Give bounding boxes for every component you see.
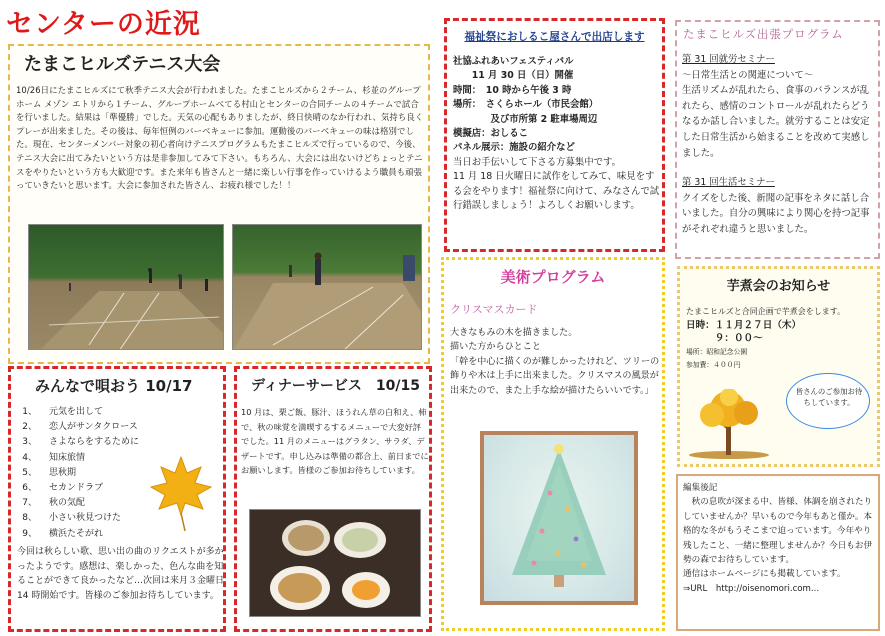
song-number: 6、 [22,483,37,494]
seminar-1-subtitle: ～日常生活との関連について～ [682,69,814,81]
song-number: 8、 [22,513,37,524]
christmas-tree-painting [480,431,638,605]
imoni-section [677,266,880,467]
song-number: 9、 [22,528,37,539]
imoni-date: 日時：１１月２７日（木） [686,319,802,331]
imoni-time: ９：００～ [686,333,763,345]
song-title: 恋人がサンタクロース [49,422,138,433]
song-item [17,420,227,435]
song-number: 7、 [22,498,37,509]
song-item [17,405,227,420]
editor-web-line: 通信はホームページにも掲載しています。 [683,569,846,580]
editor-text: 秋の息吹が深まる中、皆様、体調を崩されたりしていませんか？早いもので今年もあと僅か。本格的な冬がもうそこまで迫っています。今年やり残したこと、一緒に整理しませんか？今日もお伊勢の森でお待ちしています。 [683,497,873,566]
song-number: 5、 [22,467,37,478]
song-number: 4、 [22,452,37,463]
speech-bubble-text: 皆さんのご参加お待ちしています。 [795,387,863,407]
imoni-details [686,305,880,373]
seminar-2-text: クイズをした後、新聞の記事をネタに話し合いました。自分の興味により関心を持つ記事がそれぞれ違うと思いました。 [682,192,870,235]
tennis-photo-court [28,224,224,350]
tennis-heading: たまこヒルズテニス大会 [24,54,221,75]
festival-line: 時間： 10 時から午後 3 時 [453,84,572,96]
festival-section [444,18,665,252]
maple-leaf-icon [149,453,213,533]
festival-line: 当日お手伝いして下さる方募集中です。 [453,156,622,168]
tamako-content [682,52,878,238]
song-title: 小さい秋見つけた [49,513,122,524]
imoni-place: 場所：昭和記念公園 [686,347,748,356]
song-title: 元気を出して [49,407,104,417]
dinner-service-section [234,366,432,632]
tennis-section [8,44,430,364]
song-number: 3、 [22,437,37,448]
speech-bubble [786,373,870,429]
song-title: 知床旅情 [49,452,86,463]
song-title: さよならをするために [49,437,140,448]
seminar-1-text: 生活リズムが乱れたら、食事のバランスが乱れたら、感情のコントロールが乱れたらどうなるか話し合いました。就労することは安定した日常生活から始まることを改めて実感しました。 [682,85,870,159]
dinner-heading: ディナーサービス 10/15 [251,378,420,394]
art-program-section [441,257,665,631]
song-title: 横浜たそがれ [49,528,104,539]
sing-footer: 今回は秋らしい歌、思い出の曲のリクエストが多かったようです。感想は、楽しかった、色んな曲を知ることができて良かったなど…次回は来月３金曜日 14 時開始です。皆様のご参加お待ちしています。 [17,547,225,601]
tamako-program-section [675,20,880,259]
festival-line: 11 月 30 日（日）開催 [453,70,574,82]
festival-line: 社協ふれあいフェスティバル [453,56,574,67]
seminar-2-title: 第 31 回生活セミナー [682,177,775,189]
festival-line: パネル展示：施設の紹介など [453,142,575,154]
song-item [17,435,227,450]
art-subheading: クリスマスカード [450,303,538,316]
tennis-photo-players [232,224,422,350]
art-line: 描いた方からひとこと [450,342,541,353]
festival-details [453,55,661,213]
song-number: 1、 [22,407,37,417]
art-line: 大きなもみの木を描きました。 [450,328,578,338]
song-title: 秋の気配 [49,498,86,509]
song-title: 思秋期 [49,467,77,478]
festival-line: 模擬店：おしるこ [453,128,529,140]
dinner-text: 10 月は、栗ご飯、豚汁、ほうれん草の白和え、柿で、秋の味覚を満喫するするメニューで大変好評でした。11 月のメニューはグラタン、サラダ、デザートです。申し込みは準備の都合上、前日までにお願いします。皆様のご参加お待ちしています。 [241,407,429,476]
editor-notes [683,481,877,596]
festival-line: 及び市所第 2 駐車場周辺 [453,113,598,125]
editor-notes-section [676,474,880,631]
dinner-photo [249,509,421,617]
tamako-heading: たまこヒルズ出張プログラム [683,27,844,41]
sing-along-section [8,366,226,632]
autumn-tree-icon [684,389,774,459]
festival-line: 場所： さくらホール（市民会館） [453,99,599,111]
art-heading: 美術プログラム [500,268,606,286]
festival-line: 11 月 18 日火曜日に試作をしてみて、味見をする会をやります！福祉祭に向けて、みなさんで試行錯誤しましょう！よろしくお願いします。 [453,171,660,212]
festival-heading: 福祉祭におしるこ屋さんで出店します [464,31,645,43]
art-quote: 「幹を中心に描くのが難しかったけれど、ツリーの飾りや木は上手に出来ました。クリスマスの風景が出来たので、また上手な絵が描けたらいいです。」 [450,356,660,396]
newsletter-title: センターの近況 [6,9,201,40]
imoni-fee: 参加費：４００円 [686,361,741,370]
seminar-1-title: 第 31 回就労セミナー [682,54,775,65]
editor-title: 編集後記 [683,483,718,493]
song-number: 2、 [22,422,37,433]
editor-url[interactable]: ⇒URL http://oisenomori.com... [683,583,820,594]
art-text [450,326,662,398]
imoni-heading: 芋煮会のお知らせ [726,279,831,294]
tennis-paragraph: 10/26日にたまこヒルズにて秋季テニス大会が行われました。たまこヒルズから２チーム、杉並のグループホーム メゾン エトリから１チーム、グループホームべてる村山とセンターの合同チームの４チームで試合を行いました。結果は「準優勝」でした。天気の心配もありましたが、終日快晴のなか行われ、気持ち良くプレーが出来ました。その後は、毎年恒例のバーベキューに参加。運動後のバーベキューの味は格別でした。現在、センターメンバー対象の初心者向けテニスプログラムもたまこヒルズで行っているので、今後、テニス大会に出てみたいという方は是非参加してみて下さい。もちろん、大会には出ないけどちょっとテニスをやりたいという方も大歓迎です。また来年も皆さんと一緒に楽しい行事を作っていけるよう職員も頑張っていきたいと思います。大会に参加された皆さん、お疲れ様でした！！ [16,85,424,191]
imoni-line: たまこヒルズと合同企画で芋煮会をします。 [686,307,846,316]
song-title: セカンドラブ [49,483,104,494]
sing-heading: みんなで唄おう 10/17 [35,377,193,395]
